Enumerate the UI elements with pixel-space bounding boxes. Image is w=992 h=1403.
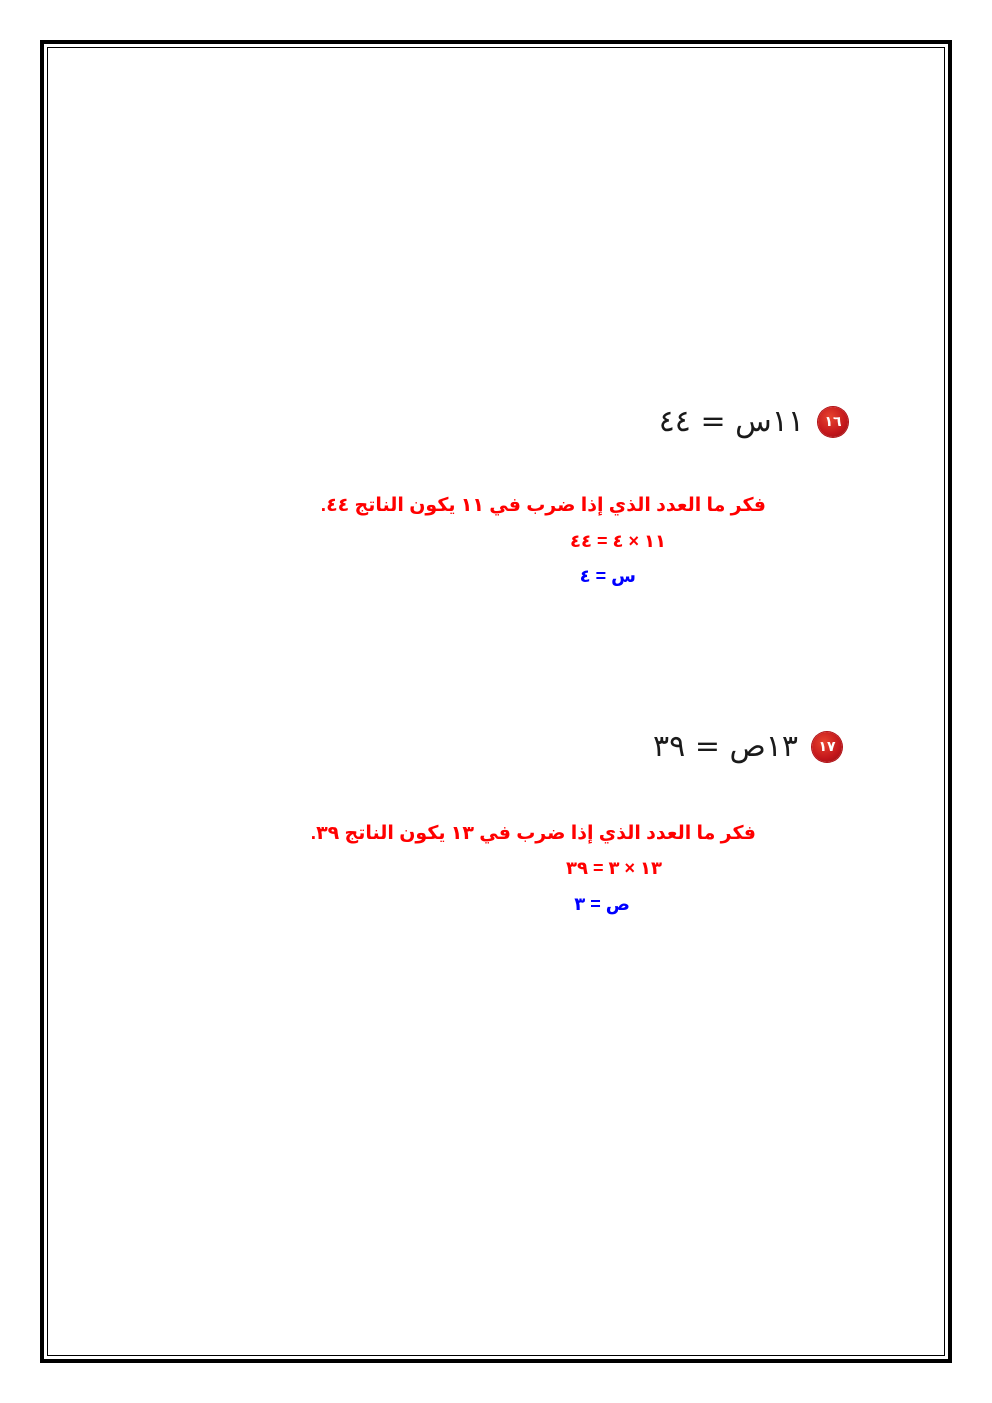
problem-calculation: ١٣ × ٣ = ٣٩ (566, 858, 662, 878)
problem-hint: فكر ما العدد الذي إذا ضرب في ١٣ يكون الناتج ٣٩. (310, 823, 756, 844)
problem-number-badge: ١٧ (812, 732, 842, 762)
problem-equation: ١١س = ٤٤ (658, 404, 804, 439)
problem-number-badge: ١٦ (818, 407, 848, 437)
problem-16-header (659, 404, 848, 439)
problem-answer: س = ٤ (579, 566, 636, 586)
problem-calculation: ١١ × ٤ = ٤٤ (570, 531, 666, 551)
problem-17-header (653, 729, 842, 764)
problem-equation: ١٣ص = ٣٩ (653, 729, 798, 764)
page-border-inner (47, 47, 945, 1356)
problem-hint: فكر ما العدد الذي إذا ضرب في ١١ يكون الناتج ٤٤. (320, 495, 766, 516)
problem-answer: ص = ٣ (574, 894, 630, 914)
